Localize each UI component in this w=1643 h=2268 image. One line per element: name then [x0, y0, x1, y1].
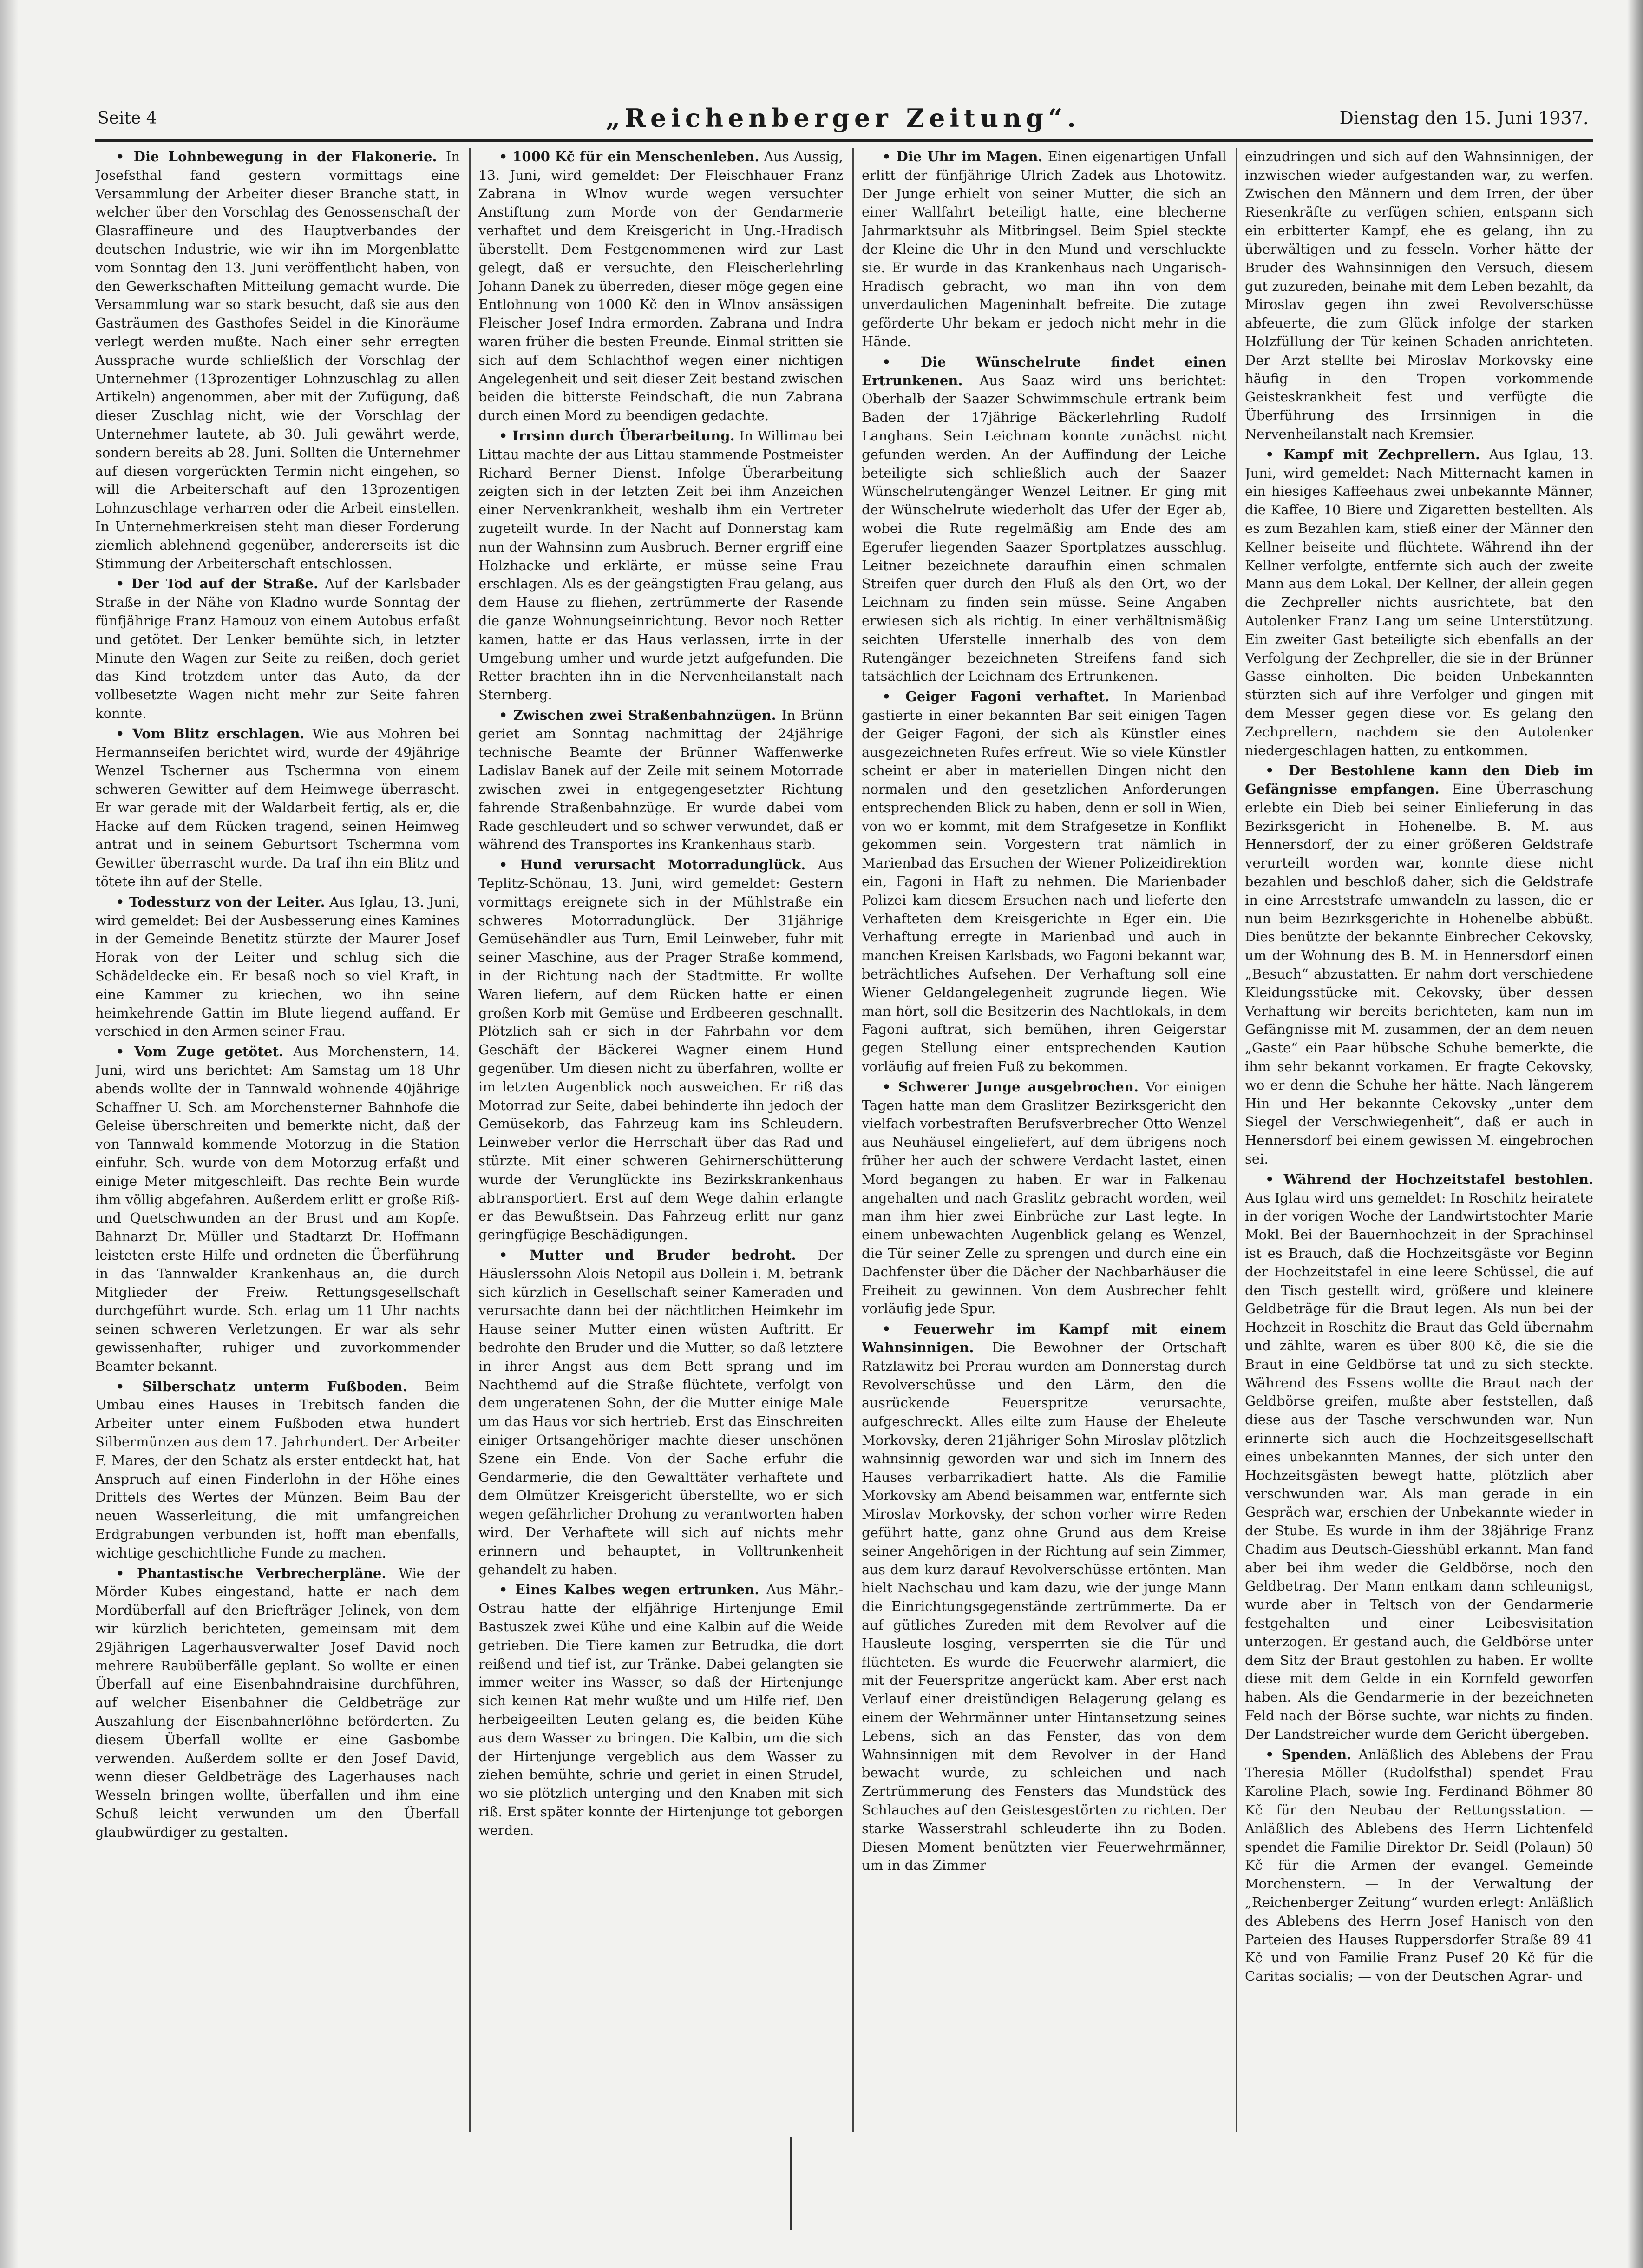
article-headline: Silberschatz unterm Fußboden.: [142, 1378, 407, 1394]
article-headline: Vom Blitz erschlagen.: [132, 725, 305, 742]
article: [1245, 1746, 1593, 1986]
bullet-mark: •: [499, 1582, 515, 1598]
article-paragraph: [1245, 1170, 1593, 1744]
article-paragraph: [478, 856, 843, 1244]
article-body: Beim Umbau eines Hauses in Trebitsch fanden die Arbeiter unter einem Fußboden etwa hundert Silbermünzen aus dem 17. Jahrhundert. Der Arbeiter F. Mares, der den Schatz als erster entdeckt hat, hat Anspruch auf einen Finderlohn in der Höhe eines Drittels des Wertes der Münzen. Beim Bau der neuen Wasserleitung, die mit umfangreichen Erdgrabungen verbunden ist, hofft man ebenfalls, wichtige geschichtliche Funde zu machen.: [95, 1378, 460, 1561]
article-headline: Der Tod auf der Straße.: [131, 576, 319, 592]
article-headline: 1000 Kč für ein Menschenleben.: [512, 149, 759, 164]
article-body: In Marienbad gastierte in einer bekannten Bar seit einigen Tagen der Geiger Fagoni, der sich als Künstler eines ausgezeichneten Rufes erfreut. Wie so viele Künstler scheint er aber in materiellen Dingen nicht den normalen und den gesetzlichen Anforderungen entsprechenden Blick zu haben, denn er soll in Wien, von wo er kommt, mit dem Strafgesetze in Konflikt gekommen sein. Vorgestern trat nämlich in Marienbad das Ersuchen der Wiener Polizeidirektion ein, Fagoni in Haft zu nehmen. Die Marienbader Polizei kam diesem Ersuchen nach und lieferte den Verhafteten dem Kreisgerichte in Eger ein. Die Verhaftung erregte in Marienbad und auch in manchen Kreisen Karlsbads, wo Fagoni bekannt war, beträchtliches Aufsehen. Der Verhaftung soll eine Wiener Geldangelegenheit zugrunde liegen. Wie man hört, soll die Besitzerin des Nachtlokals, in dem Fagoni auftrat, sich bemühen, ihren Geigerstar gegen Stellung einer entsprechenden Kaution vorläufig auf freien Fuß zu bekommen.: [862, 689, 1226, 1075]
article-paragraph: [478, 1581, 843, 1840]
scan-shadow-right: [1627, 0, 1643, 2268]
article-paragraph: [478, 427, 843, 704]
bullet-mark: •: [116, 894, 129, 910]
article: [478, 706, 843, 854]
article-paragraph: [862, 1078, 1226, 1318]
article: [862, 353, 1226, 686]
article-headline: Kampf mit Zechprellern.: [1283, 446, 1480, 462]
column-3: [862, 148, 1226, 2132]
bullet-mark: •: [1265, 1171, 1284, 1187]
article-paragraph: [95, 1565, 460, 1842]
article-body: Aus Iglau, 13. Juni, wird gemeldet: Nach Mitternacht kamen in ein hiesiges Kaffeehaus zwei unbekannte Männer, die Kaffee, 10 Biere und Zigaretten bestellten. Als es zum Bezahlen kam, stieß einer der Männer den Kellner beiseite und flüchtete. Während ihn der Kellner verfolgte, entfernte sich auch der zweite Mann aus dem Lokal. Der Kellner, der allein gegen die Zechpreller nichts ausrichtete, bat den Autolenker Franz Lang um seine Unterstützung. Ein zweiter Gast beteiligte sich ebenfalls an der Verfolgung der Zechpreller, die sie in der Brünner Gasse einholten. Die beiden Unbekannten stürzten sich auf ihre Verfolger und gingen mit dem Messer gegen diese vor. Es gelang den Zechprellern, nachdem sie den Autolenker niedergeschlagen hatten, zu entkommen.: [1245, 446, 1593, 758]
newspaper-title: „Reichenberger Zeitung“.: [606, 103, 1080, 133]
article-headline: Die Wünschelrute findet einen Ertrunkenen.: [862, 354, 1226, 388]
bullet-mark: •: [1265, 1746, 1282, 1762]
article: [478, 1581, 843, 1840]
bullet-mark: •: [882, 689, 906, 705]
column-2: [478, 148, 843, 2132]
bullet-mark: •: [116, 725, 133, 742]
article-paragraph: [478, 148, 843, 425]
article-body: Vor einigen Tagen hatte man dem Graslitzer Bezirksgericht den vielfach vorbestraften Berufsverbrecher Otto Wenzel aus Neuhäusel eingeliefert, auf dem übrigens noch früher her auch der schwere Verdacht lastet, einen Mord begangen zu haben. Er war in Falkenau angehalten und nach Graslitz gebracht worden, weil man ihm hier zwei Einbrüche zur Last legte. In einem unbewachten Augenblick gelang es Wenzel, die Tür seiner Zelle zu sprengen und durch eine ein Dachfenster über die Dächer der Nachbarhäuser die Freiheit zu gewinnen. Von dem Ausbrecher fehlt vorläufig jede Spur.: [862, 1078, 1226, 1317]
article: [1245, 446, 1593, 760]
page-number: Seite 4: [98, 109, 157, 128]
bullet-mark: •: [1265, 763, 1289, 779]
article: [95, 1043, 460, 1375]
article-body: Aus Iglau, 13. Juni, wird gemeldet: Bei der Ausbesserung eines Kamines in der Gemeinde Benetitz stürzte der Maurer Josef Horak von der Leiter und schlug sich die Schädeldecke ein. Er besaß noch so viel Kraft, in eine Kammer zu kriechen, wo ihn seine heimkehrende Gattin im Blute liegend auffand. Er verschied in den Armen seiner Frau.: [95, 894, 460, 1039]
article-body: Anläßlich des Ablebens der Frau Theresia Möller (Rudolfsthal) spendet Frau Karoline Plach, sowie Ing. Ferdinand Böhmer 80 Kč für den Neubau der Rettungsstation. — Anläßlich des Ablebens des Herrn Lichtenfeld spendet die Familie Direktor Dr. Seidl (Polaun) 50 Kč für die Armen der evangel. Gemeinde Morchenstern. — In der Verwaltung der „Reichenberger Zeitung“ wurden erlegt: Anläßlich des Ablebens des Herrn Josef Hanisch von den Parteien des Hauses Ruppersdorfer Straße 89 41 Kč und von Familie Franz Pusef 20 Kč für die Caritas socialis; — von der Deutschen Agrar- und: [1245, 1746, 1593, 1985]
issue-date: Dienstag den 15. Juni 1937.: [1339, 108, 1589, 128]
article-body: Auf der Karlsbader Straße in der Nähe von Kladno wurde Sonntag der fünfjährige Franz Hamouz von einem Autobus erfaßt und getötet. Der Lenker bemühte sich, in letzter Minute den Wagen zur Seite zu reißen, doch geriet das Kind trotzdem unter das Auto, da der vollbesetzte Wagen nicht mehr zur Seite fahren konnte.: [95, 576, 460, 721]
column-divider: [852, 148, 854, 2132]
article: [1245, 1170, 1593, 1744]
article-body: Der Häuslerssohn Alois Netopil aus Dollein i. M. betrank sich kürzlich in Gesellschaft seiner Kameraden und verursachte dann bei der nächtlichen Heimkehr im Hause seiner Mutter einen wüsten Auftritt. Er bedrohte den Bruder und die Mutter, so daß letztere in ihrer Angst aus dem Bett sprang und im Nachthemd auf die Straße flüchtete, verfolgt von dem ungeratenen Sohn, der die Mutter einige Male um das Haus vor sich hertrieb. Erst das Einschreiten einiger Ortsangehöriger machte dieser unschönen Szene ein Ende. Von der Sache erfuhr die Gendarmerie, die den Gewalttäter verhaftete und dem Olmützer Kreisgericht überstellte, wo er sich wegen gefährlicher Drohung zu verantworten haben wird. Der Verhaftete will sich auf nichts mehr erinnern und behauptet, in Volltrunkenheit gehandelt zu haben.: [478, 1247, 843, 1578]
article-headline: Während der Hochzeitstafel bestohlen.: [1283, 1171, 1593, 1187]
bullet-mark: •: [882, 1321, 914, 1337]
page-fold-mark: [790, 2137, 792, 2230]
header-rule: [95, 139, 1593, 142]
article-body: Wie der Mörder Kubes eingestand, hatte er nach dem Mordüberfall auf den Briefträger Jelinek, von dem wir kürzlich berichteten, gemeinsam mit dem 29jährigen Lagerhausverwalter Josef David noch mehrere Raubüberfälle geplant. So wollte er einen Überfall auf eine Eisenbahndraisine durchführen, auf welcher Eisenbahner die Geldbeträge zur Auszahlung der Eisenbahnerlöhne beförderten. Zu diesem Überfall wollte er eine Gasbombe verwenden. Außerdem sollte er den Josef David, wenn dieser Geldbeträge des Lagerhauses nach Wesseln bringen wollte, überfallen und ihm eine Schuß leicht verwunden um den Überfall glaubwürdiger zu gestalten.: [95, 1565, 460, 1840]
article: [95, 1378, 460, 1563]
column-1: [95, 148, 460, 2132]
bullet-mark: •: [499, 1247, 530, 1263]
article: [95, 893, 460, 1041]
article: [95, 725, 460, 891]
article-body: Aus Saaz wird uns berichtet: Oberhalb der Saazer Schwimmschule ertrank beim Baden der 17jährige Bäckerlehrling Rudolf Langhans. Sein Leichnam konnte zunächst nicht gefunden werden. An der Auffindung der Leiche beteiligte sich schließlich auch der Saazer Wünschelrutengänger Wenzel Leitner. Er ging mit der Wünschelrute wiederholt das Ufer der Eger ab, wobei die Rute regelmäßig am Ende des am Egerufer liegenden Saazer Sportplatzes ausschlug. Leitner bezeichnete daraufhin einen schmalen Streifen quer durch den Fluß als den Ort, wo der Leichnam zu finden sein müsse. Seine Angaben erwiesen sich als richtig. In einer verhältnismäßig seichten Uferstelle innerhalb des von dem Rutengänger bezeichneten Streifens fand sich tatsächlich der Leichnam des Ertrunkenen.: [862, 372, 1226, 684]
article-headline: Mutter und Bruder bedroht.: [530, 1247, 796, 1263]
article: [95, 148, 460, 573]
article-paragraph: [862, 148, 1226, 351]
article-headline: Feuerwehr im Kampf mit einem Wahnsinnigen.: [862, 1321, 1226, 1355]
article-body: In Brünn geriet am Sonntag nachmittag der 24jährige technische Beamte der Brünner Waffenwerke Ladislav Banek auf der Zeile mit seinem Motorrade zwischen zwei in entgegengesetzter Richtung fahrende Straßenbahnzüge. Er wurde dabei vom Rade geschleudert und so schwer verwundet, daß er während des Transportes ins Krankenhaus starb.: [478, 707, 843, 853]
article: [862, 1078, 1226, 1318]
article: [478, 148, 843, 425]
bullet-mark: •: [1265, 446, 1284, 462]
scan-shadow-left: [0, 0, 19, 2268]
article-paragraph: [862, 688, 1226, 1076]
article: [478, 1246, 843, 1579]
article-body: Aus Teplitz-Schönau, 13. Juni, wird gemeldet: Gestern vormittags ereignete sich in der Mühlstraße ein schweres Motorradunglück. Der 31jährige Gemüsehändler aus Turn, Emil Leinweber, fuhr mit seiner Maschine, aus der Prager Straße kommend, in der Richtung nach der Stadtmitte. Er wollte Waren liefern, auf dem Rücken hatte er einen großen Korb mit Gemüse und Erdbeeren geschnallt. Plötzlich sah er sich in der Fahrbahn vor dem Geschäft der Bäckerei Wagner einem Hund gegenüber. Um diesen nicht zu überfahren, wollte er im letzten Augenblick noch ausweichen. Er riß das Motorrad zur Seite, dabei behinderte ihn jedoch der Gemüsekorb, das Fahrzeug kam ins Schleudern. Leinweber verlor die Herrschaft über das Rad und stürzte. Mit einer schweren Gehirnerschütterung wurde der Verunglückte ins Bezirkskrankenhaus abtransportiert. Erst auf dem Wege dahin erlangte er das Bewußtsein. Das Fahrzeug erlitt nur ganz geringfügige Beschädigungen.: [478, 857, 843, 1243]
bullet-mark: •: [499, 707, 513, 723]
article-paragraph: [95, 725, 460, 891]
bullet-mark: •: [882, 354, 921, 370]
article: [95, 575, 460, 723]
article-headline: Phantastische Verbrecherpläne.: [137, 1565, 386, 1581]
article-body: Aus Aussig, 13. Juni, wird gemeldet: Der Fleischhauer Franz Zabrana in Wlnov wurde wegen versuchter Anstiftung zum Morde von der Gendarmerie verhaftet und dem Kreisgericht in Ung.-Hradisch überstellt. Dem Festgenommenen wird zur Last gelegt, daß er versuchte, den Fleischerlehrling Johann Danek zu überreden, dieser möge gegen eine Entlohnung von 1000 Kč den in Wlnov ansässigen Fleischer Josef Indra ermorden. Zabrana und Indra waren früher die besten Freunde. Einmal stritten sie sich auf dem Schlachthof wegen einer nichtigen Angelegenheit und seit dieser Zeit bestand zwischen beiden die bitterste Feindschaft, die nun Zabrana durch einen Mord zu beendigen gedachte.: [478, 149, 843, 424]
article-headline: Todessturz von der Leiter.: [129, 894, 325, 910]
bullet-mark: •: [882, 1078, 898, 1095]
article-paragraph: [1245, 762, 1593, 1169]
article: [862, 688, 1226, 1076]
article-columns: [95, 148, 1593, 2132]
article-body: In Josefsthal fand gestern vormittags eine Versammlung der Arbeiter dieser Branche statt, in welcher über den Vorschlag des Genossenschaft der Glasraffineure und des Hauptverbandes der deutschen Industrie, wie wir ihn im Morgenblatte vom Sonntag den 13. Juni veröffentlicht haben, von den Gewerkschaften Mitteilung gemacht wurde. Die Versammlung war so stark besucht, daß sie aus den Gasträumen des Gasthofes Seidel in die Kinoräume verlegt werden mußte. Nach einer sehr erregten Aussprache wurde schließlich der Vorschlag der Unternehmer (13prozentiger Lohnzuschlag zu allen Artikeln) angenommen, aber mit der Zufügung, daß dieser Zuschlag nicht, wie der Vorschlag der Unternehmer lautete, ab 30. Juli gewährt werde, sondern bereits ab 28. Juni. Sollten die Unternehmer auf diesen vorgerückten Termin nicht eingehen, so will die Arbeiterschaft auf den 13prozentigen Lohnzuschlage verharren oder die Arbeit einstellen. In Unternehmerkreisen steht man dieser Forderung ziemlich ablehnend gegenüber, andererseits ist die Stimmung der Arbeiterschaft entschlossen.: [95, 149, 460, 572]
bullet-mark: •: [116, 576, 131, 592]
bullet-mark: •: [499, 149, 513, 164]
article: [862, 1320, 1226, 1875]
column-divider: [469, 148, 471, 2132]
article-body: Einen eigenartigen Unfall erlitt der fünfjährige Ulrich Zadek aus Lhotowitz. Der Junge erhielt von seiner Mutter, die sich an einer Wallfahrt beteiligt hatte, eine blecherne Jahrmarktsuhr als Mitbringsel. Beim Spiel steckte der Kleine die Uhr in den Mund und verschluckte sie. Er wurde in das Krankenhaus nach Ungarisch-Hradisch gebracht, wo man ihn von dem unverdaulichen Mageninhalt befreite. Die zutage geförderte Uhr bekam er jedoch nicht mehr in die Hände.: [862, 149, 1226, 349]
bullet-mark: •: [882, 149, 897, 164]
article-paragraph: [1245, 1746, 1593, 1986]
article-paragraph: [862, 1320, 1226, 1875]
article-body: Eine Überraschung erlebte ein Dieb bei seiner Einlieferung in das Bezirksgericht in Hohenelbe. B. M. aus Hennersdorf, der zu einer größeren Geldstrafe verurteilt worden war, konnte diese nicht bezahlen und beschloß daher, sich die Geldstrafe in eine Arreststrafe umwandeln zu lassen, die er nun beim Bezirksgerichte in Hohenelbe abbüßt. Dies benützte der bekannte Einbrecher Cekovsky, um der Wohnung des B. M. in Hennersdorf einen „Besuch“ abzustatten. Er nahm dort verschiedene Kleidungsstücke mit. Cekovsky, über dessen Verhaftung wir bereits berichteten, kam nun im Gefängnisse mit M. zusammen, der an dem neuen „Gaste“ ein Paar hübsche Schuhe bemerkte, die ihm sehr bekannt vorkamen. Er fragte Cekovsky, wo er denn die Schuhe her hätte. Nach längerem Hin und Her bekannte Cekovsky „unter dem Siegel der Verschwiegenheit“, daß er auch in Hennersdorf bei einem gewissen M. eingebrochen sei.: [1245, 781, 1593, 1167]
article-headline: Schwerer Junge ausgebrochen.: [898, 1078, 1139, 1095]
article-body: Wie aus Mohren bei Hermannseifen berichtet wird, wurde der 49jährige Wenzel Tscherner aus Tschermna von einem schweren Gewitter auf dem Heimwege überrascht. Er war gerade mit der Waldarbeit fertig, als er, die Hacke auf dem Rücken tragend, seinen Heimweg antrat und in seinem Geburtsort Tschermna vom Gewitter überrascht wurde. Da traf ihn ein Blitz und tötete ihn auf der Stelle.: [95, 725, 460, 890]
article-body: In Willimau bei Littau machte der aus Littau stammende Postmeister Richard Berner Dienst. Infolge Überarbeitung zeigten sich in der letzten Zeit bei ihm Anzeichen einer Nervenkrankheit, weshalb ihm ein Vertreter zugeteilt wurde. In der Nacht auf Donnerstag kam nun der Wahnsinn zum Ausbruch. Berner ergriff eine Holzhacke und erklärte, er müsse seine Frau erschlagen. Als es der geängstigten Frau gelang, aus dem Hause zu fliehen, zertrümmerte der Rasende die ganze Wohnungseinrichtung. Bevor noch Retter kamen, hatte er das Haus verlassen, irrte in der Umgebung umher und wurde jetzt aufgefunden. Die Retter brachten ihn in die Nervenheilanstalt nach Sternberg.: [478, 427, 843, 703]
article-paragraph: [95, 893, 460, 1041]
column-4: [1245, 148, 1593, 2132]
article-paragraph: [478, 1246, 843, 1579]
article-headline: Die Lohnbewegung in der Flakonerie.: [133, 149, 437, 164]
article-headline: Vom Zuge getötet.: [134, 1044, 283, 1060]
article-body: Aus Iglau wird uns gemeldet: In Roschitz heiratete in der vorigen Woche der Landwirtstochter Marie Mokl. Bei der Bauernhochzeit in der Sprachinsel ist es Brauch, daß die Hochzeitsgäste vor Beginn der Hochzeitstafel in eine leere Schüssel, die auf den Tisch gestellt wird, größere und kleinere Geldbeträge für die Braut legen. Als nun bei der Hochzeit in Roschitz die Braut das Geld übernahm und zählte, waren es über 800 Kč, die sie die Braut in eine Geldbörse tat und zu sich steckte. Während des Essens wollte die Braut nach der Geldbörse greifen, mußte aber feststellen, daß diese aus der Tasche verschwunden war. Nun erinnerte sich auch die Hochzeitsgesellschaft eines unbekannten Mannes, der sich unter den Hochzeitsgästen bewegt hatte, plötzlich aber verschwunden war. Als man gerade in ein Gespräch war, erschien der Unbekannte wieder in der Stube. Es wurde in ihm der 38jährige Franz Chadim aus Deutsch-Giesshübl erkannt. Man fand aber bei ihm weder die Geldbörse, noch den Geldbetrag. Der Mann entkam dann schleunigst, wurde aber in Teltsch von der Gendarmerie festgehalten und einer Leibesvisitation unterzogen. Er gestand auch, die Geldbörse unter dem Sitz der Braut gestohlen zu haben. Er wollte diese mit dem Gelde in ein Kornfeld geworfen haben. Als die Gendarmerie in der bezeichneten Feld nach der Börse suchte, war nichts zu finden. Der Landstreicher wurde dem Gericht übergeben.: [1245, 1190, 1593, 1742]
article: [478, 856, 843, 1244]
article-headline: Zwischen zwei Straßenbahnzügen.: [513, 707, 776, 723]
article-headline: Eines Kalbes wegen ertrunken.: [515, 1582, 759, 1598]
article-headline: Geiger Fagoni verhaftet.: [905, 689, 1110, 705]
article-headline: Hund verursacht Motorradunglück.: [520, 857, 806, 873]
article-body: Aus Morchenstern, 14. Juni, wird uns berichtet: Am Samstag um 18 Uhr abends wollte der in Tannwald wohnende 40jährige Schaffner U. Sch. am Morchensterner Bahnhofe die Geleise überschreiten und bemerkte nicht, daß der von Tannwald kommende Motorzug in die Station einfuhr. Sch. wurde von dem Motorzug erfaßt und einige Meter mitgeschleift. Das rechte Bein wurde ihm völlig abgefahren. Außerdem erlitt er große Riß- und Quetschwunden an der Brust und am Kopfe. Bahnarzt Dr. Müller und Stadtarzt Dr. Hoffmann leisteten erste Hilfe und ordneten die Überführung in das Tannwalder Krankenhaus an, die durch Mitglieder der Freiw. Rettungsgesellschaft durchgeführt wurde. Sch. erlag um 11 Uhr nachts seinen schweren Verletzungen. Er war als sehr gewissenhafter, ruhiger und zuvorkommender Beamter bekannt.: [95, 1044, 460, 1374]
article-headline: Spenden.: [1281, 1746, 1352, 1762]
article-headline: Der Bestohlene kann den Dieb im Gefängnisse empfangen.: [1245, 763, 1593, 797]
article: [478, 427, 843, 704]
article-body: Aus Mähr.-Ostrau hatte der elfjährige Hirtenjunge Emil Bastuszek zwei Kühe und eine Kalbin auf die Weide getrieben. Die Tiere kamen zur Betrudka, die dort reißend und tief ist, zur Tränke. Dabei gelangten sie immer weiter ins Wasser, so daß der Hirtenjunge sich keinen Rat mehr wußte und um Hilfe rief. Den herbeigeeilten Leuten gelang es, die beiden Kühe aus dem Wasser zu bringen. Die Kalbin, um die sich der Hirtenjunge vergeblich aus dem Wasser zu ziehen bemühte, schrie und geriet in einen Strudel, wo sie plötzlich unterging und den Knaben mit sich riß. Erst später konnte der Hirtenjunge tot geborgen werden.: [478, 1582, 843, 1838]
page-header: [98, 99, 1589, 137]
article-paragraph: [862, 353, 1226, 686]
article: [95, 1565, 460, 1842]
article-paragraph: [1245, 148, 1593, 444]
bullet-mark: •: [116, 1565, 137, 1581]
bullet-mark: •: [499, 427, 512, 444]
article: [862, 148, 1226, 351]
article-paragraph: [1245, 446, 1593, 760]
article-paragraph: [95, 148, 460, 573]
article: [1245, 148, 1593, 444]
article-paragraph: [95, 575, 460, 723]
article-headline: Die Uhr im Magen.: [896, 149, 1043, 164]
column-divider: [1236, 148, 1237, 2132]
bullet-mark: •: [116, 149, 134, 164]
article-body: einzudringen und sich auf den Wahnsinnigen, der inzwischen wieder aufgestanden war, zu werfen. Zwischen den Männern und dem Irren, der über Riesenkräfte zu verfügen schien, entspann sich ein erbitterter Kampf, ehe es gelang, ihn zu überwältigen und zu fesseln. Vorher hätte der Bruder des Wahnsinnigen den Versuch, diesem gut zuzureden, beinahe mit dem Leben bezahlt, da Miroslav gegen ihn zwei Revolverschüsse abfeuerte, die zum Glück infolge der starken Holzfüllung der Tür keinen Schaden anrichteten. Der Arzt stellte bei Miroslav Morkovsky eine häufig in den Tropen vorkommende Geisteskrankheit fest und verfügte die Überführung des Irrsinnigen in die Nervenheilanstalt nach Kremsier.: [1245, 149, 1593, 442]
article-paragraph: [95, 1378, 460, 1563]
article-headline: Irrsinn durch Überarbeitung.: [512, 427, 735, 444]
article: [1245, 762, 1593, 1169]
article-body: Die Bewohner der Ortschaft Ratzlawitz bei Prerau wurden am Donnerstag durch Revolverschüsse und den Lärm, den die ausrückende Feuerspritze verursachte, aufgeschreckt. Alles eilte zum Hause der Eheleute Morkovsky, deren 21jähriger Sohn Miroslav plötzlich wahnsinnig geworden war und sich im Innern des Hauses verbarrikadiert hatte. Als die Familie Morkovsky am Abend beisammen war, entfernte sich Miroslav Morkovsky, der schon vorher wirre Reden geführt hatte, ganz ohne Grund aus dem Kreise seiner Angehörigen in der Richtung auf sein Zimmer, aus dem kurz darauf Revolverschüsse ertönten. Man hielt Nachschau und kam dazu, wie der junge Mann die Einrichtungsgegenstände zertrümmerte. Da er auf gütliches Zureden mit dem Revolver auf die Hausleute losging, versperrten sie die Tür und flüchteten. Es wurde die Feuerwehr alarmiert, die mit der Feuerspritze angerückt kam. Aber erst nach Verlauf einer dreistündigen Belagerung gelang es einem der Wehrmänner unter Hintansetzung seines Lebens, sich an das Fenster, das von dem Wahnsinnigen mit dem Revolver in der Hand bewacht wurde, zu schleichen und nach Zertrümmerung des Fensters das Mundstück des Schlauches auf den Geistesgestörten zu richten. Der starke Wasserstrahl schleuderte ihn zu Boden. Diesen Moment benützten vier Feuerwehrmänner, um in das Zimmer: [862, 1340, 1226, 1874]
bullet-mark: •: [116, 1044, 135, 1060]
article-paragraph: [478, 706, 843, 854]
article-paragraph: [95, 1043, 460, 1375]
bullet-mark: •: [499, 857, 520, 873]
bullet-mark: •: [116, 1378, 143, 1394]
